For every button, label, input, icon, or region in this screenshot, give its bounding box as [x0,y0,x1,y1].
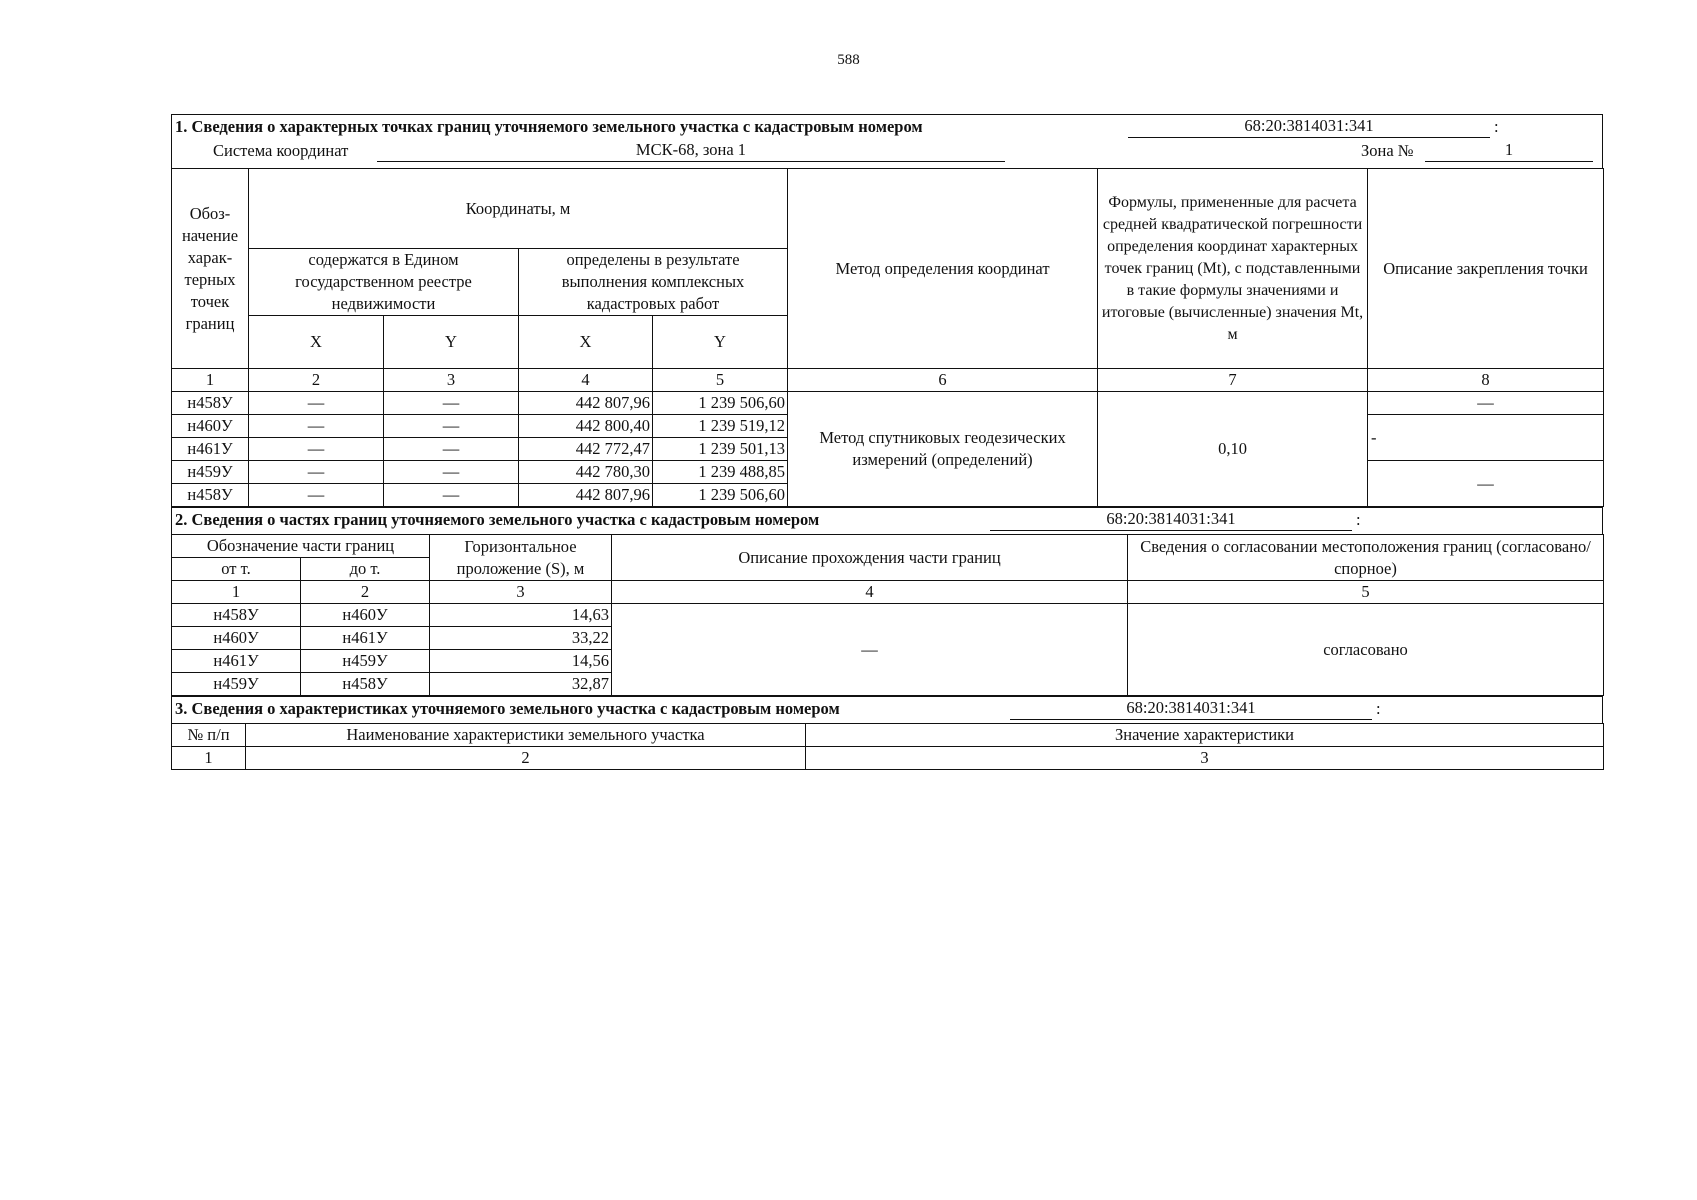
from-point: н461У [172,650,301,673]
to-point: н459У [301,650,430,673]
header-part-designation: Обозначение части границ [172,535,430,558]
header-to: до т. [301,558,430,581]
section-1-cadastral-number: 68:20:3814031:341 [1128,116,1490,138]
to-point: н460У [301,604,430,627]
y-registry: — [384,461,519,484]
y-registry: — [384,415,519,438]
header-y2: Y [653,316,788,369]
col-number: 8 [1368,369,1604,392]
col-number: 2 [246,747,806,770]
col-number: 4 [519,369,653,392]
section-3-title: 3. Сведения о характеристиках уточняемого земельного участка с кадастровым номером [175,699,840,718]
y-determined: 1 239 501,13 [653,438,788,461]
x-determined: 442 807,96 [519,484,653,507]
section-1-colon: : [1494,117,1499,136]
x-registry: — [249,392,384,415]
fixing-value: — [1368,461,1604,507]
x-registry: — [249,415,384,438]
header-formulas: Формулы, примененные для расчета средней квадратической погрешности определения координат характерных точек границ (Mt), с подставленными в такие формулы значениями и итоговые (вычисленные) значения Mt, м [1098,169,1368,369]
header-in-registry: содержатся в Едином государственном реестре недвижимости [249,249,519,316]
col-number: 3 [806,747,1604,770]
header-x1: X [249,316,384,369]
section-3-header [171,696,1603,723]
header-fixing: Описание закрепления точки [1368,169,1604,369]
col-number: 2 [301,581,430,604]
from-point: н458У [172,604,301,627]
header-description: Описание прохождения части границ [612,535,1128,581]
fixing-value: — [1368,392,1604,415]
header-from: от т. [172,558,301,581]
col-number: 1 [172,369,249,392]
horizontal-value: 33,22 [430,627,612,650]
to-point: н461У [301,627,430,650]
description-value: — [612,604,1128,696]
col-number: 5 [1128,581,1604,604]
table-row [172,392,1604,415]
agreement-value: согласовано [1128,604,1604,696]
header-determined: определены в результате выполнения комплексных кадастровых работ [519,249,788,316]
point-name: н458У [172,392,249,415]
y-determined: 1 239 519,12 [653,415,788,438]
col-number: 4 [612,581,1128,604]
col-number: 1 [172,581,301,604]
x-determined: 442 807,96 [519,392,653,415]
y-registry: — [384,484,519,507]
cadastral-document [171,114,1603,770]
method-value: Метод спутниковых геодезических измерений (определений) [788,392,1098,507]
y-registry: — [384,392,519,415]
header-horizontal: Горизонтальное проложение (S), м [430,535,612,581]
header-value: Значение характеристики [806,724,1604,747]
horizontal-value: 32,87 [430,673,612,696]
zone-value: 1 [1425,140,1593,162]
fixing-value: - [1368,415,1604,461]
section-2-colon: : [1356,510,1361,529]
coord-system-value: МСК-68, зона 1 [377,140,1005,162]
header-coordinates: Координаты, м [249,169,788,249]
y-registry: — [384,438,519,461]
from-point: н460У [172,627,301,650]
horizontal-value: 14,56 [430,650,612,673]
coord-system-label: Система координат [213,141,349,160]
x-registry: — [249,484,384,507]
point-name: н461У [172,438,249,461]
x-determined: 442 800,40 [519,415,653,438]
col-number: 6 [788,369,1098,392]
x-determined: 442 780,30 [519,461,653,484]
header-name: Наименование характеристики земельного участка [246,724,806,747]
y-determined: 1 239 488,85 [653,461,788,484]
point-name: н459У [172,461,249,484]
table-row [172,604,1604,627]
x-registry: — [249,438,384,461]
to-point: н458У [301,673,430,696]
col-number: 3 [430,581,612,604]
zone-label: Зона № [1361,141,1414,160]
from-point: н459У [172,673,301,696]
x-determined: 442 772,47 [519,438,653,461]
y-determined: 1 239 506,60 [653,484,788,507]
section-2-cadastral-number: 68:20:3814031:341 [990,509,1352,531]
col-number: 5 [653,369,788,392]
header-method: Метод определения координат [788,169,1098,369]
header-num: № п/п [172,724,246,747]
col-number: 7 [1098,369,1368,392]
point-name: н460У [172,415,249,438]
section-2-table [171,534,1604,696]
section-3-colon: : [1376,699,1381,718]
section-1-table [171,168,1604,507]
header-designation: Обоз-начение харак-терных точек границ [172,169,249,369]
section-3-table [171,723,1604,770]
header-y1: Y [384,316,519,369]
x-registry: — [249,461,384,484]
section-1-title: 1. Сведения о характерных точках границ уточняемого земельного участка с кадастровым номером [175,117,923,136]
col-number: 2 [249,369,384,392]
section-1-header [171,114,1603,168]
section-2-header [171,507,1603,534]
mt-value: 0,10 [1098,392,1368,507]
section-2-title: 2. Сведения о частях границ уточняемого земельного участка с кадастровым номером [175,510,820,529]
col-number: 1 [172,747,246,770]
page-number: 588 [837,52,860,68]
header-agreement: Сведения о согласовании местоположения границ (согласовано/спорное) [1128,535,1604,581]
horizontal-value: 14,63 [430,604,612,627]
header-x2: X [519,316,653,369]
y-determined: 1 239 506,60 [653,392,788,415]
section-3-cadastral-number: 68:20:3814031:341 [1010,698,1372,720]
col-number: 3 [384,369,519,392]
point-name: н458У [172,484,249,507]
